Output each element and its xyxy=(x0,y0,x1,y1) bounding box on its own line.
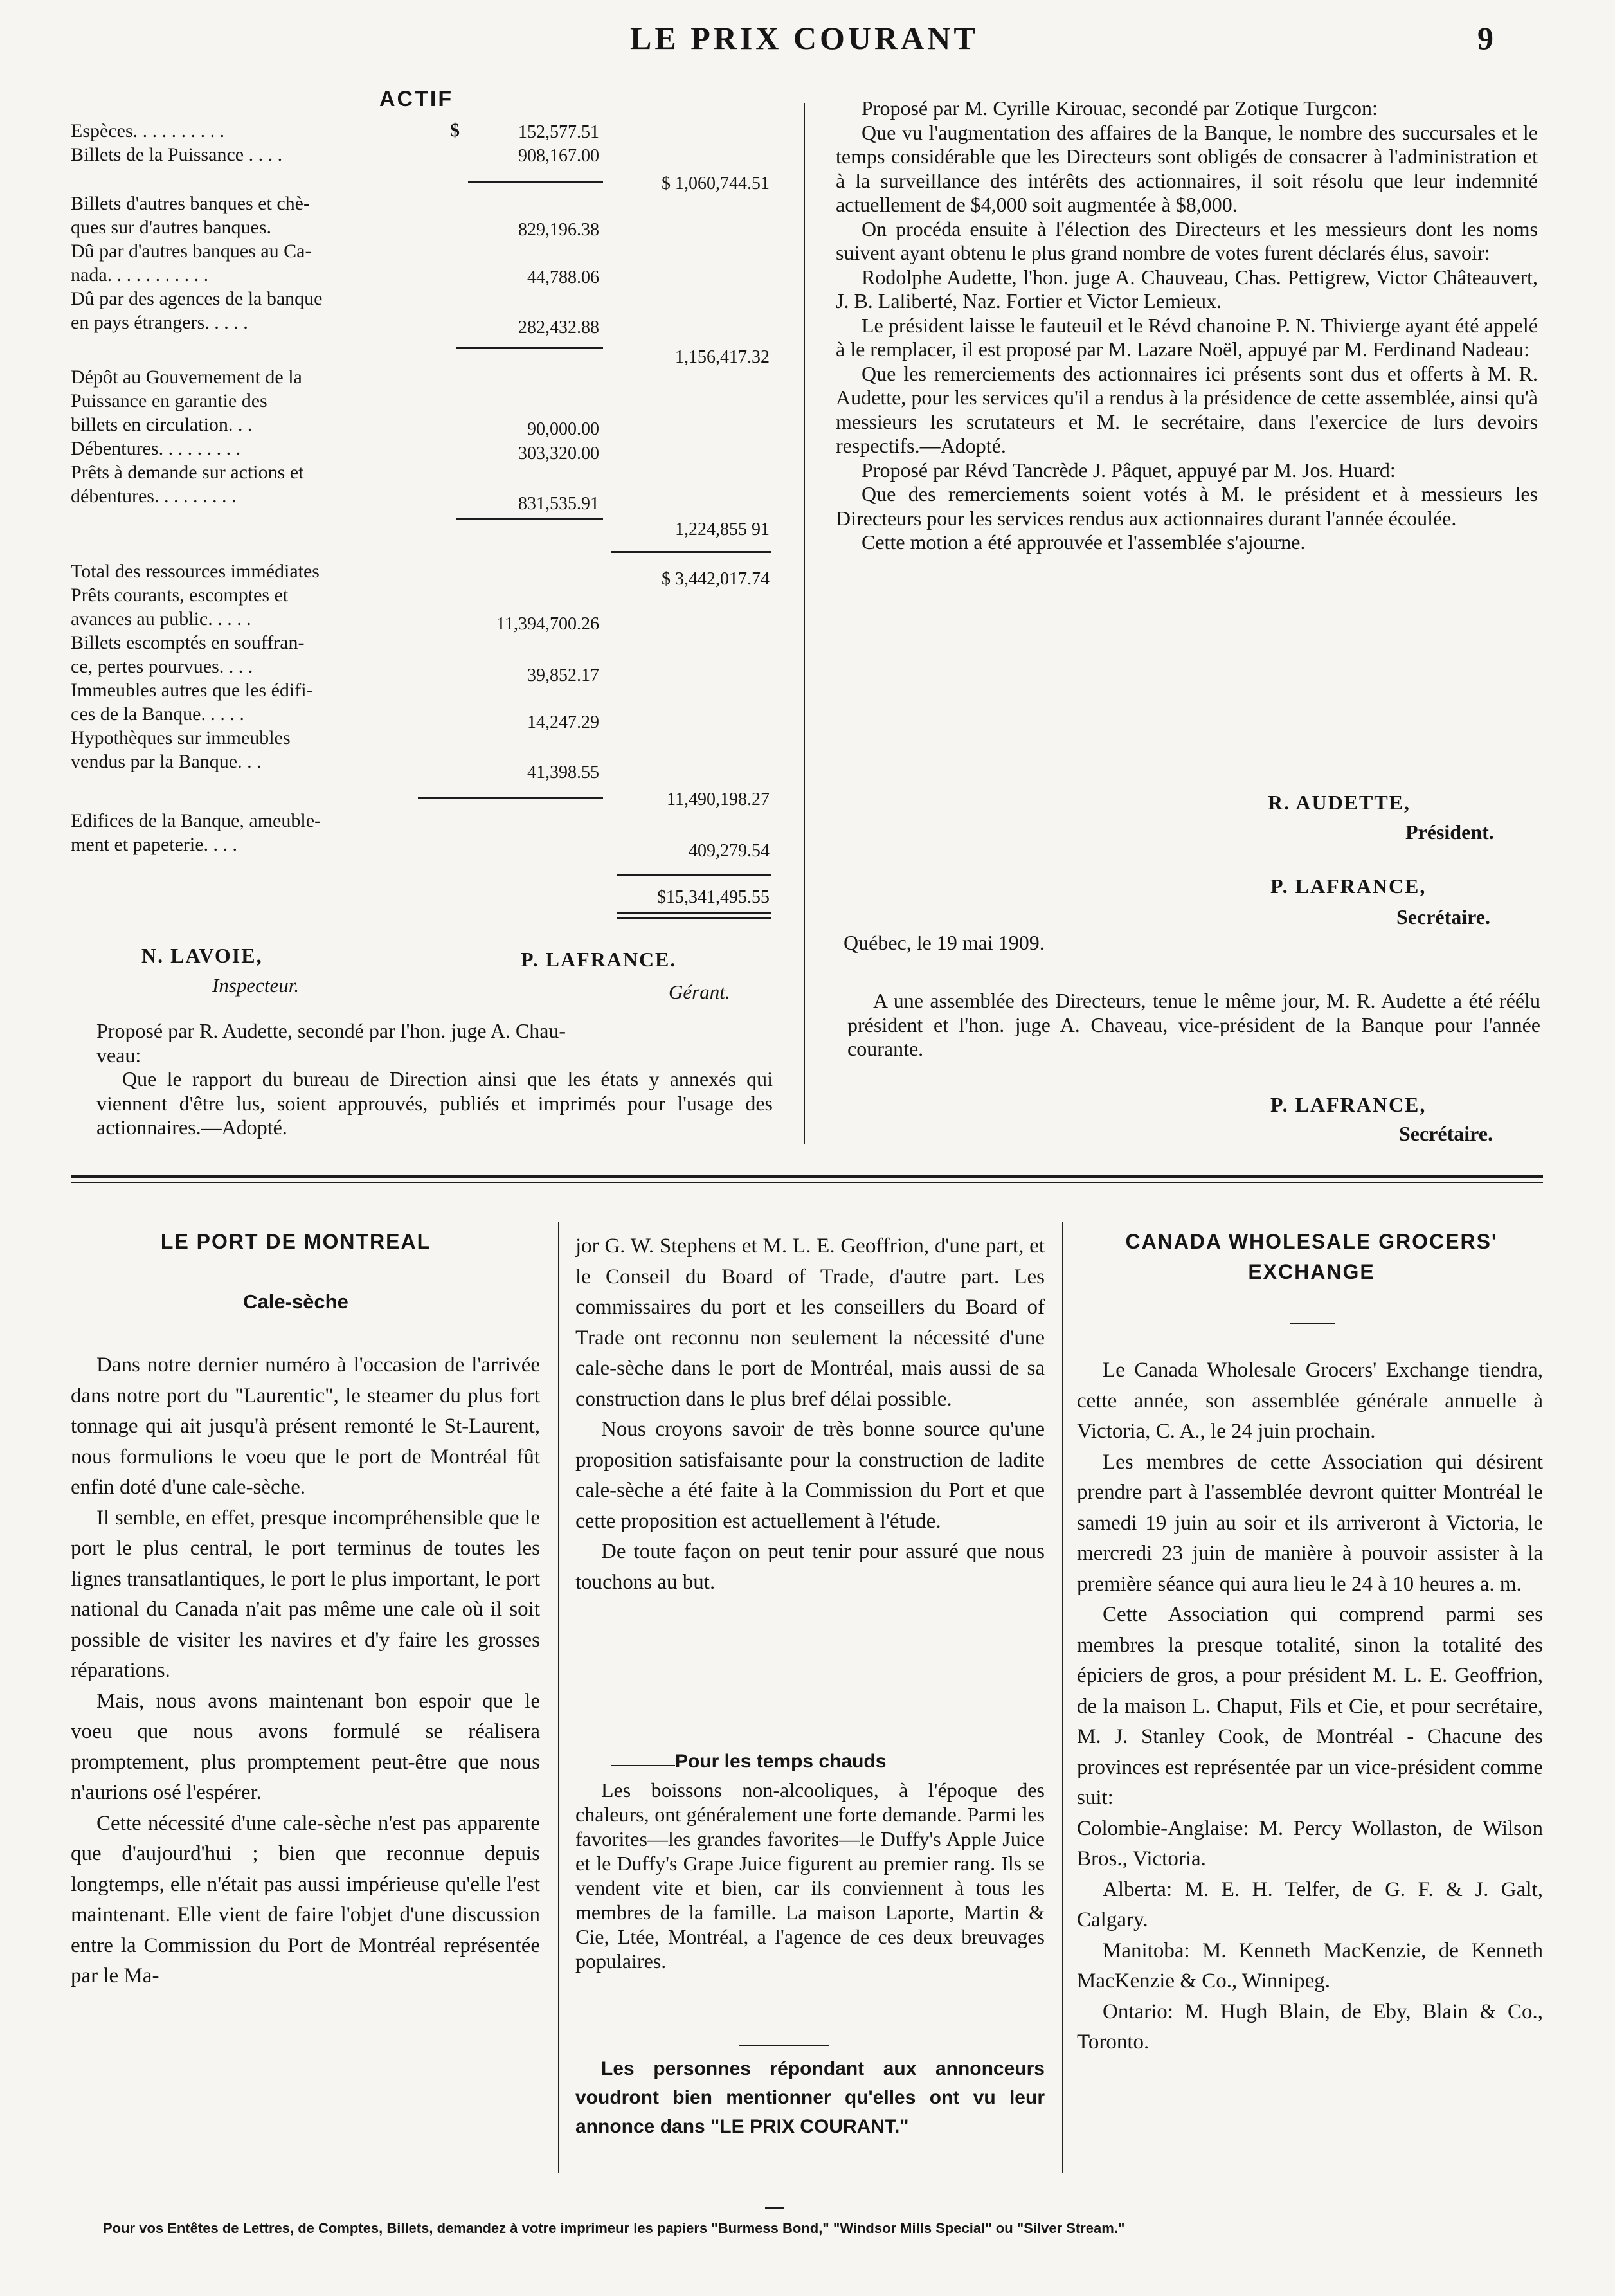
actif-row-label: ce, pertes pourvues. . . . xyxy=(71,656,253,677)
directors-note: A une assemblée des Directeurs, tenue le même jour, M. R. Audette a été réélu président et l'hon. juge A. Chaveau, vice-président de la Banque pour l'année courante. xyxy=(847,989,1540,1060)
actif-row-label: Edifices de la Banque, ameuble- xyxy=(71,810,321,831)
actif-row-label: Dû par des agences de la banque xyxy=(71,288,323,309)
actif-value: 831,535.91 xyxy=(518,494,599,514)
advertiser-notice: Les personnes répondant aux annonceurs voudront bien mentionner qu'elles ont vu leur annonce dans "LE PRIX COURANT." xyxy=(575,2058,1045,2137)
actif-value: 303,320.00 xyxy=(518,444,599,464)
actif-subtotal: $ 1,060,744.51 xyxy=(662,174,770,194)
actif-row-label: Débentures. . . . . . . . . xyxy=(71,438,241,459)
total-rule xyxy=(617,874,771,876)
actif-row-label: Dépôt au Gouvernement de la xyxy=(71,366,302,388)
actif-row-label: Total des ressources immédiates xyxy=(71,561,320,582)
actif-row-label: Hypothèques sur immeubles xyxy=(71,727,291,748)
signature-name: P. LAFRANCE, xyxy=(1270,1093,1427,1116)
actif-subtotal: 1,156,417.32 xyxy=(675,347,770,367)
actif-row-label: avances au public. . . . . xyxy=(71,608,251,629)
actif-row-label: débentures. . . . . . . . . xyxy=(71,485,237,507)
total-rule xyxy=(611,551,771,553)
divider-rule xyxy=(739,2045,829,2046)
actif-title: ACTIF xyxy=(379,87,454,111)
chauds-text: Les boissons non-alcooliques, à l'époque des chaleurs, ont généralement une forte demande. Parmi les favorites—les grandes favorites—le Duffy's Apple Juice et le Duffy's Grape Juice figurent au premier rang. Ils se vendent vite et bien, car ils conviennent à tous les membres de la famille. La maison Laporte, Martin & Cie, Ltée, Montréal, a l'agence de ces deux breuvages populaires. xyxy=(575,1778,1045,1973)
section-divider xyxy=(71,1175,1543,1178)
signature-name: N. LAVOIE, xyxy=(141,944,263,967)
column-divider xyxy=(558,1222,559,2173)
actif-row-label: nada. . . . . . . . . . . xyxy=(71,264,209,285)
page-number: 9 xyxy=(1477,20,1493,56)
right-upper-text: Proposé par M. Cyrille Kirouac, secondé par Zotique Turgcon: Que vu l'augmentation des affaires de la Banque, le nombre des succursales et le temps considérable que les Directeurs sont obligés de consacrer à l'administration et à la surveillance des intérêts des actionnaires, il soit résolu que leur indemnité actuellement de $4,000 soit augmentée à $8,000. On procéda ensuite à l'élection des Directeurs et les messieurs dont les noms suivent ayant obtenu le plus grand nombre de votes furent déclarés élus, savoir: Rodolphe Audette, l'hon. juge A. Chauveau, Chas. Pettigrew, Victor Châteauvert, J. B. Laliberté, Naz. Fortier et Victor Lemieux. Le président laisse le fauteuil et le Révd chanoine P. N. Thivierge ayant été appelé à le remplacer, il est proposé par M. Lazare Noël, appuyé par M. Ferdinand Nadeau: Que les remerciements des actionnaires ici présents sont dus et offerts à M. R. Audette, pour les services qu'il a rendus à la présidence de cette assemblée, ainsi qu'à messieurs les scrutateurs et M. le secrétaire, dans l'exercice de lurs devoirs respectifs.—Adopté. Proposé par Révd Tancrède J. Pâquet, appuyé par M. Jos. Huard: Que des remerciements soient votés à M. le président et à messieurs les Directeurs pour les services rendus aux actionnaires durant l'année écoulée. Cette motion a été approuvée et l'assemblée s'ajourne. xyxy=(836,96,1538,554)
port-article-continued: jor G. W. Stephens et M. L. E. Geoffrion, d'une part, et le Conseil du Board of Trade, d'autre part. Les commissaires du port et les conseillers du Board of Trade ont reconnu non seulement la nécessité d'une cale-sèche dans le port de Montréal, mais aussi de sa construction dans le plus bref délai possible. Nous croyons savoir de très bonne source qu'une proposition satisfaisante pour la construction de ladite cale-sèche a été faite à la Commission du Port et que cette proposition est actuellement à l'étude. De toute façon on peut tenir pour assuré que nous touchons au but. xyxy=(575,1234,1045,1594)
actif-row-label: Puissance en garantie des xyxy=(71,390,267,411)
actif-value: 282,432.88 xyxy=(518,318,599,338)
subtotal-rule xyxy=(468,181,603,183)
actif-subtotal: 409,279.54 xyxy=(689,841,770,861)
port-subtitle: Cale-sèche xyxy=(243,1290,348,1313)
page-header-title: LE PRIX COURANT xyxy=(630,20,979,56)
title-rule xyxy=(611,1765,675,1766)
footer-mark xyxy=(765,2207,784,2209)
actif-row-label: ques sur d'autres banques. xyxy=(71,217,271,238)
double-rule xyxy=(617,917,771,919)
actif-grand-total: $15,341,495.55 xyxy=(657,887,770,907)
actif-row-label: Prêts à demande sur actions et xyxy=(71,462,304,483)
actif-subtotal: 1,224,855 91 xyxy=(675,520,770,539)
actif-value: 44,788.06 xyxy=(527,267,599,287)
grocers-title: CANADA WHOLESALE GROCERS' xyxy=(1125,1230,1498,1253)
grocers-article: Le Canada Wholesale Grocers' Exchange tiendra, cette année, son assemblée générale annuelle à Victoria, C. A., le 24 juin prochain. Les membres de cette Association qui désirent prendre part à l'assemblée devront quitter Montréal le samedi 19 juin au soir et ils arriveront à Victoria, le mercredi 23 juin de manière à pouvoir assister à la première séance qui aura lieu le 24 à 10 heures a. m. Cette Association qui comprend parmi ses membres la presque totalité, sinon la totalité des épiciers de gros, a pour président M. L. E. Geoffrion, de la maison L. Chaput, Fils et Cie, et pour secrétaire, M. J. Stanley Cook, de Montréal - Chacune des provinces est représentée par un vice-président comme suit: Colombie-Anglaise: M. Percy Wollaston, de Wilson Bros., Victoria. Alberta: M. E. H. Telfer, de G. F. & J. Galt, Calgary. Manitoba: M. Kenneth MacKenzie, de Kenneth MacKenzie & Co., Winnipeg. Ontario: M. Hugh Blain, de Eby, Blain & Co., Toronto. xyxy=(1077,1359,1543,2054)
actif-row-label: Billets d'autres banques et chè- xyxy=(71,193,310,214)
actif-row-label: Prêts courants, escomptes et xyxy=(71,584,289,606)
actif-row-label: ment et papeterie. . . . xyxy=(71,834,238,855)
actif-dollar-sign: $ xyxy=(450,120,460,141)
actif-value: 41,398.55 xyxy=(527,763,599,782)
signature-role: Président. xyxy=(1405,820,1494,844)
actif-value: 908,167.00 xyxy=(518,146,599,166)
section-divider xyxy=(71,1182,1543,1183)
actif-subtotal: 11,490,198.27 xyxy=(667,790,770,809)
signature-name: P. LAFRANCE. xyxy=(521,948,677,971)
grocers-title: EXCHANGE xyxy=(1248,1260,1375,1283)
title-rule xyxy=(1290,1323,1335,1324)
actif-subtotal: $ 3,442,017.74 xyxy=(662,569,770,589)
footer-advertisement: Pour vos Entêtes de Lettres, de Comptes, Billets, demandez à votre imprimeur les papiers "Burmess Bond," "Windsor Mills Special" ou "Silver Stream." xyxy=(103,2220,1125,2236)
signature-role: Gérant. xyxy=(669,981,730,1003)
column-divider xyxy=(804,103,805,1144)
actif-value: 14,247.29 xyxy=(527,712,599,732)
actif-row-label: Dû par d'autres banques au Ca- xyxy=(71,240,312,262)
port-title: LE PORT DE MONTREAL xyxy=(160,1230,431,1253)
subtotal-rule xyxy=(456,518,603,520)
actif-row-label: Espèces. . . . . . . . . . xyxy=(71,120,225,141)
chauds-title: Pour les temps chauds xyxy=(675,1751,887,1772)
actif-row-label: Immeubles autres que les édifi- xyxy=(71,680,313,701)
actif-row-label: Billets escomptés en souffran- xyxy=(71,632,305,653)
actif-row-label: billets en circulation. . . xyxy=(71,414,253,435)
double-rule xyxy=(617,912,771,914)
port-article: Dans notre dernier numéro à l'occasion de l'arrivée dans notre port du "Laurentic", le steamer du plus fort tonnage qui ait jusqu'à présent remonté le St-Laurent, nous formulions le voeu que le port de Montréal fût enfin doté d'une cale-sèche. Il semble, en effet, presque incompréhensible que le port le plus central, le port terminus de toutes les lignes transatlantiques, le port le plus important, le port national du Canada n'ait pas même une cale où il soit possible de visiter les navires et d'y faire les grosses réparations. Mais, nous avons maintenant bon espoir que le voeu que nous avons formulé se réalisera promptement, plus promptement peut-être que nous n'aurions osé l'espérer. Cette nécessité d'une cale-sèche n'est pas apparente que d'aujourd'hui ; bien que reconnue depuis longtemps, elle n'était pas aussi impérieuse qu'elle l'est maintenant. Elle vient de faire l'objet d'une discussion entre la Commission du Port de Montréal représentée par le Ma- xyxy=(71,1353,540,1987)
subtotal-rule xyxy=(456,347,603,349)
signature-role: Secrétaire. xyxy=(1396,905,1490,928)
subtotal-rule xyxy=(418,797,603,799)
signature-name: P. LAFRANCE, xyxy=(1270,874,1427,898)
actif-value: 829,196.38 xyxy=(518,220,599,240)
signature-role: Secrétaire. xyxy=(1399,1122,1493,1145)
actif-value: 39,852.17 xyxy=(527,665,599,685)
signature-name: R. AUDETTE, xyxy=(1268,791,1411,814)
actif-value: 152,577.51 xyxy=(518,122,599,142)
actif-value: 11,394,700.26 xyxy=(496,614,599,634)
actif-row-label: en pays étrangers. . . . . xyxy=(71,312,248,333)
actif-row-label: vendus par la Banque. . . xyxy=(71,751,262,772)
place-date: Québec, le 19 mai 1909. xyxy=(844,931,1045,954)
actif-value: 90,000.00 xyxy=(527,419,599,439)
column-divider xyxy=(1062,1222,1063,2173)
signature-role: Inspecteur. xyxy=(212,974,300,997)
actif-row-label: ces de la Banque. . . . . xyxy=(71,703,244,725)
motion-paragraph: Proposé par R. Audette, secondé par l'hon. juge A. Chau- veau: Que le rapport du bureau de Direction ainsi que les états y annexés qui viennent d'être lus, soient approuvés, publiés et imprimés pour l'usage des actionnaires.—Adopté. xyxy=(96,1019,773,1139)
actif-row-label: Billets de la Puissance . . . . xyxy=(71,144,283,165)
